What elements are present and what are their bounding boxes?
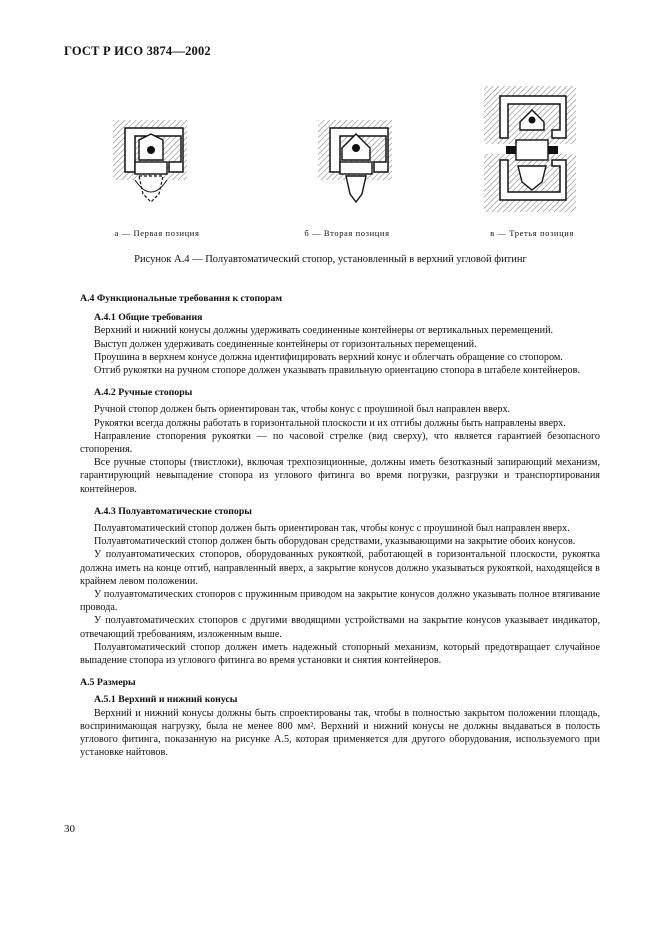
paragraph: Ручной стопор должен быть ориентирован так, чтобы конус с проушиной был направлен вверх. <box>94 404 511 416</box>
main-content <box>80 292 600 760</box>
section-a5-title: А.5 Размеры <box>80 677 136 689</box>
section-a42-title: А.4.2 Ручные стопоры <box>94 387 193 399</box>
figure-title: Рисунок А.4 — Полуавтоматический стопор, установленный в верхний угловой фитинг <box>134 254 527 265</box>
paragraph: Рукоятки всегда должны работать в горизонтальной плоскости и их отгибы должны быть направлены вверх. <box>94 417 566 429</box>
paragraph: У полуавтоматических стопоров, оборудованных рукояткой, работающей в горизонтальной плоскости, рукоятка должна иметь на конце отгиб, направленный вверх, а закрытие конусов должно указываться рукояткой, находящейся в крайнем левом положении. <box>80 549 600 587</box>
section-a43-title: А.4.3 Полуавтоматические стопоры <box>94 505 252 517</box>
paragraph: Проушина в верхнем конусе должна идентифицировать верхний конус и облегчать обращение со стопором. <box>94 351 563 363</box>
caption-first-position: а — Первая позиция <box>114 228 200 238</box>
caption-third-position: в — Третья позиция <box>490 228 574 238</box>
paragraph: Отгиб рукоятки на ручном стопоре должен указывать правильную ориентацию стопора в штабеле контейнеров. <box>94 365 580 377</box>
document-header: ГОСТ Р ИСО 3874—2002 <box>64 44 211 58</box>
paragraph: Полуавтоматический стопор должен быть оборудован средствами, указывающими на закрытие обоих конусов. <box>94 536 576 548</box>
paragraph: Верхний и нижний конусы должны быть спроектированы так, чтобы в полностью закрытом положении площадь, воспринимающая нагрузку, была не менее 800 мм². Верхний и нижний конусы не должны выдаваться в полость углового фитинга, показанную на рисунке А.5, которая применяется для другого оборудования, используемого при установке найтовов. <box>80 707 600 759</box>
paragraph: Направление стопорения рукоятки — по часовой стрелке (вид сверху), что является гарантией безопасного стопорения. <box>80 430 600 456</box>
paragraph: У полуавтоматических стопоров с пружинным приводом на закрытие конусов должно указывать полное втягивание провода. <box>80 589 600 614</box>
caption-second-position: б — Вторая позиция <box>304 228 390 238</box>
paragraph: У полуавтоматических стопоров с другими вводящими устройствами на закрытие конусов указывает индикатор, отвечающий требованиям, изложенным выше. <box>80 615 600 640</box>
figure-third-position <box>480 82 580 214</box>
section-a51-title: А.5.1 Верхний и нижний конусы <box>94 694 238 706</box>
paragraph: Полуавтоматический стопор должен иметь надежный стопорный механизм, который предотвращает случайное выпадение стопора из углового фитинга во время установки и снятия контейнеров. <box>80 641 600 667</box>
page-number: 30 <box>64 823 75 835</box>
section-a41-title: А.4.1 Общие требования <box>94 312 203 324</box>
figure-second-position <box>300 110 410 220</box>
paragraph: Верхний и нижний конусы должны удерживать соединенные контейнеры от вертикальных перемещений. <box>94 325 554 337</box>
figure-first-position <box>95 110 205 220</box>
paragraph: Выступ должен удерживать соединенные контейнеры от горизонтальных перемещений. <box>94 338 477 350</box>
paragraph: Все ручные стопоры (твистлоки), включая трехпозиционные, должны иметь безотказный запирающий механизм, гарантирующий невыпадение стопора из углового фитинга во время погрузки, разгрузки и транспортирования контейнеров. <box>80 457 600 495</box>
section-a4-title: А.4 Функциональные требования к стопорам <box>80 293 283 304</box>
paragraph: Полуавтоматический стопор должен быть ориентирован так, чтобы конус с проушиной был направлен вверх. <box>94 523 570 535</box>
